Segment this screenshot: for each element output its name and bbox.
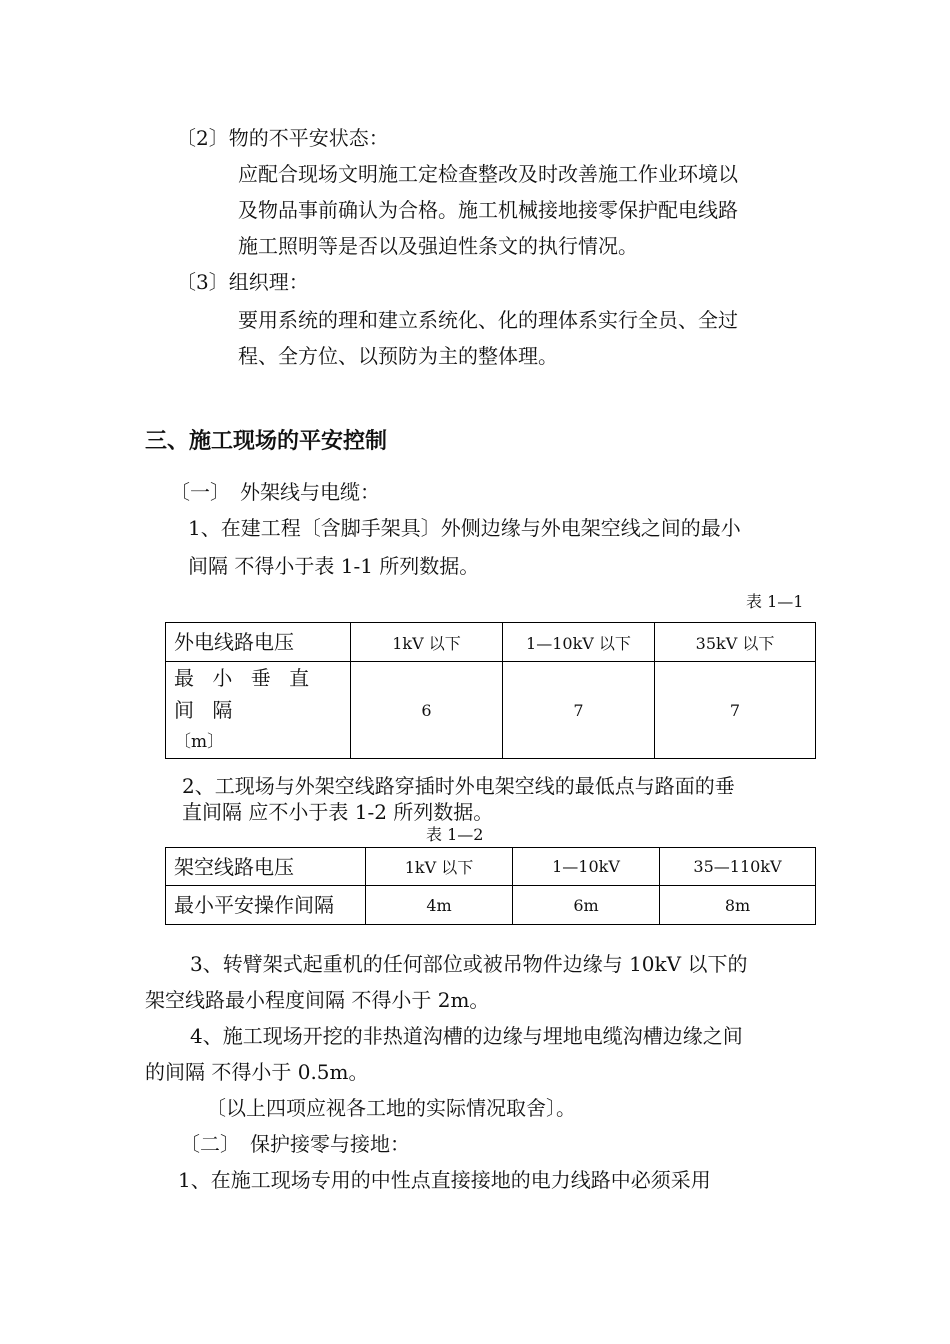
table-2-value-3: 8m [660,886,816,925]
table-1-header-col-2: 1—10kV 以下 [503,623,655,662]
table-2-caption: 表 1—2 [426,825,484,844]
table-1-caption: 表 1—1 [746,592,804,611]
table-1-header-voltage: 外电线路电压 [166,623,351,662]
section-heading: 三、施工现场的平安控制 [145,429,388,454]
subsection-2-title: 〔二〕 保护接零与接地： [180,1132,410,1156]
paragraph-4-line-1: 4、施工现场开挖的非热道沟槽的边缘与埋地电缆沟槽边缘之间 [190,1024,743,1048]
item2-line-2: 及物品事前确认为合格。施工机械接地接零保护配电线路 [238,198,738,222]
paragraph-1-line-2: 间隔 不得小于表 1-1 所列数据。 [188,554,480,578]
table-2-row-label: 最小平安操作间隔 [166,886,366,925]
table-2-value-2: 6m [513,886,660,925]
table-1-value-2: 7 [503,662,655,759]
table-1 [165,622,816,759]
table-2-header-voltage: 架空线路电压 [166,848,366,886]
table-1-value-3: 7 [655,662,816,759]
item2-line-1: 应配合现场文明施工定检查整改及时改善施工作业环境以 [238,162,738,186]
item3-line-2: 程、全方位、以预防为主的整体理。 [238,344,558,368]
item3-line-1: 要用系统的理和建立系统化、化的理体系实行全员、全过 [238,308,738,332]
paragraph-4-line-2: 的间隔 不得小于 0.5m。 [145,1060,369,1084]
paragraph-3-line-1: 3、转臂架式起重机的任何部位或被吊物件边缘与 10kV 以下的 [190,952,748,976]
item2-title: 〔2〕物的不平安状态： [176,126,389,150]
table-1-header-col-1: 1kV 以下 [351,623,503,662]
table-2-header-col-1: 1kV 以下 [366,848,513,886]
table-1-header-col-3: 35kV 以下 [655,623,816,662]
item3-title: 〔3〕组织理： [176,270,309,294]
table-1-row-label-line-2: 〔m〕 [174,732,225,752]
table-1-header-row [166,623,816,662]
table-1-data-row [166,662,816,759]
table-2-header-col-2: 1—10kV [513,848,660,886]
table-1-row-label-line-1: 最 小 垂 直 间 隔 [174,666,316,722]
subsection-1-title: 〔一〕 外架线与电缆： [170,480,380,504]
table-2 [165,847,816,925]
paragraph-5-line-1: 1、在施工现场专用的中性点直接接地的电力线路中必须采用 [178,1168,711,1192]
item2-line-3: 施工照明等是否以及强迫性条文的执行情况。 [238,234,638,258]
table-2-data-row [166,886,816,925]
paragraph-2-line-2: 直间隔 应不小于表 1-2 所列数据。 [182,800,494,824]
table-2-header-row [166,848,816,886]
paragraph-2-line-1: 2、工现场与外架空线路穿插时外电架空线的最低点与路面的垂 [182,774,735,798]
table-1-value-1: 6 [351,662,503,759]
table-2-value-1: 4m [366,886,513,925]
table-1-row-label [166,662,351,759]
note-text: 〔以上四项应视各工地的实际情况取舍〕。 [206,1096,576,1120]
paragraph-1-line-1: 1、在建工程〔含脚手架具〕外侧边缘与外电架空线之间的最小 [188,516,741,540]
table-2-header-col-3: 35—110kV [660,848,816,886]
paragraph-3-line-2: 架空线路最小程度间隔 不得小于 2m。 [145,988,490,1012]
